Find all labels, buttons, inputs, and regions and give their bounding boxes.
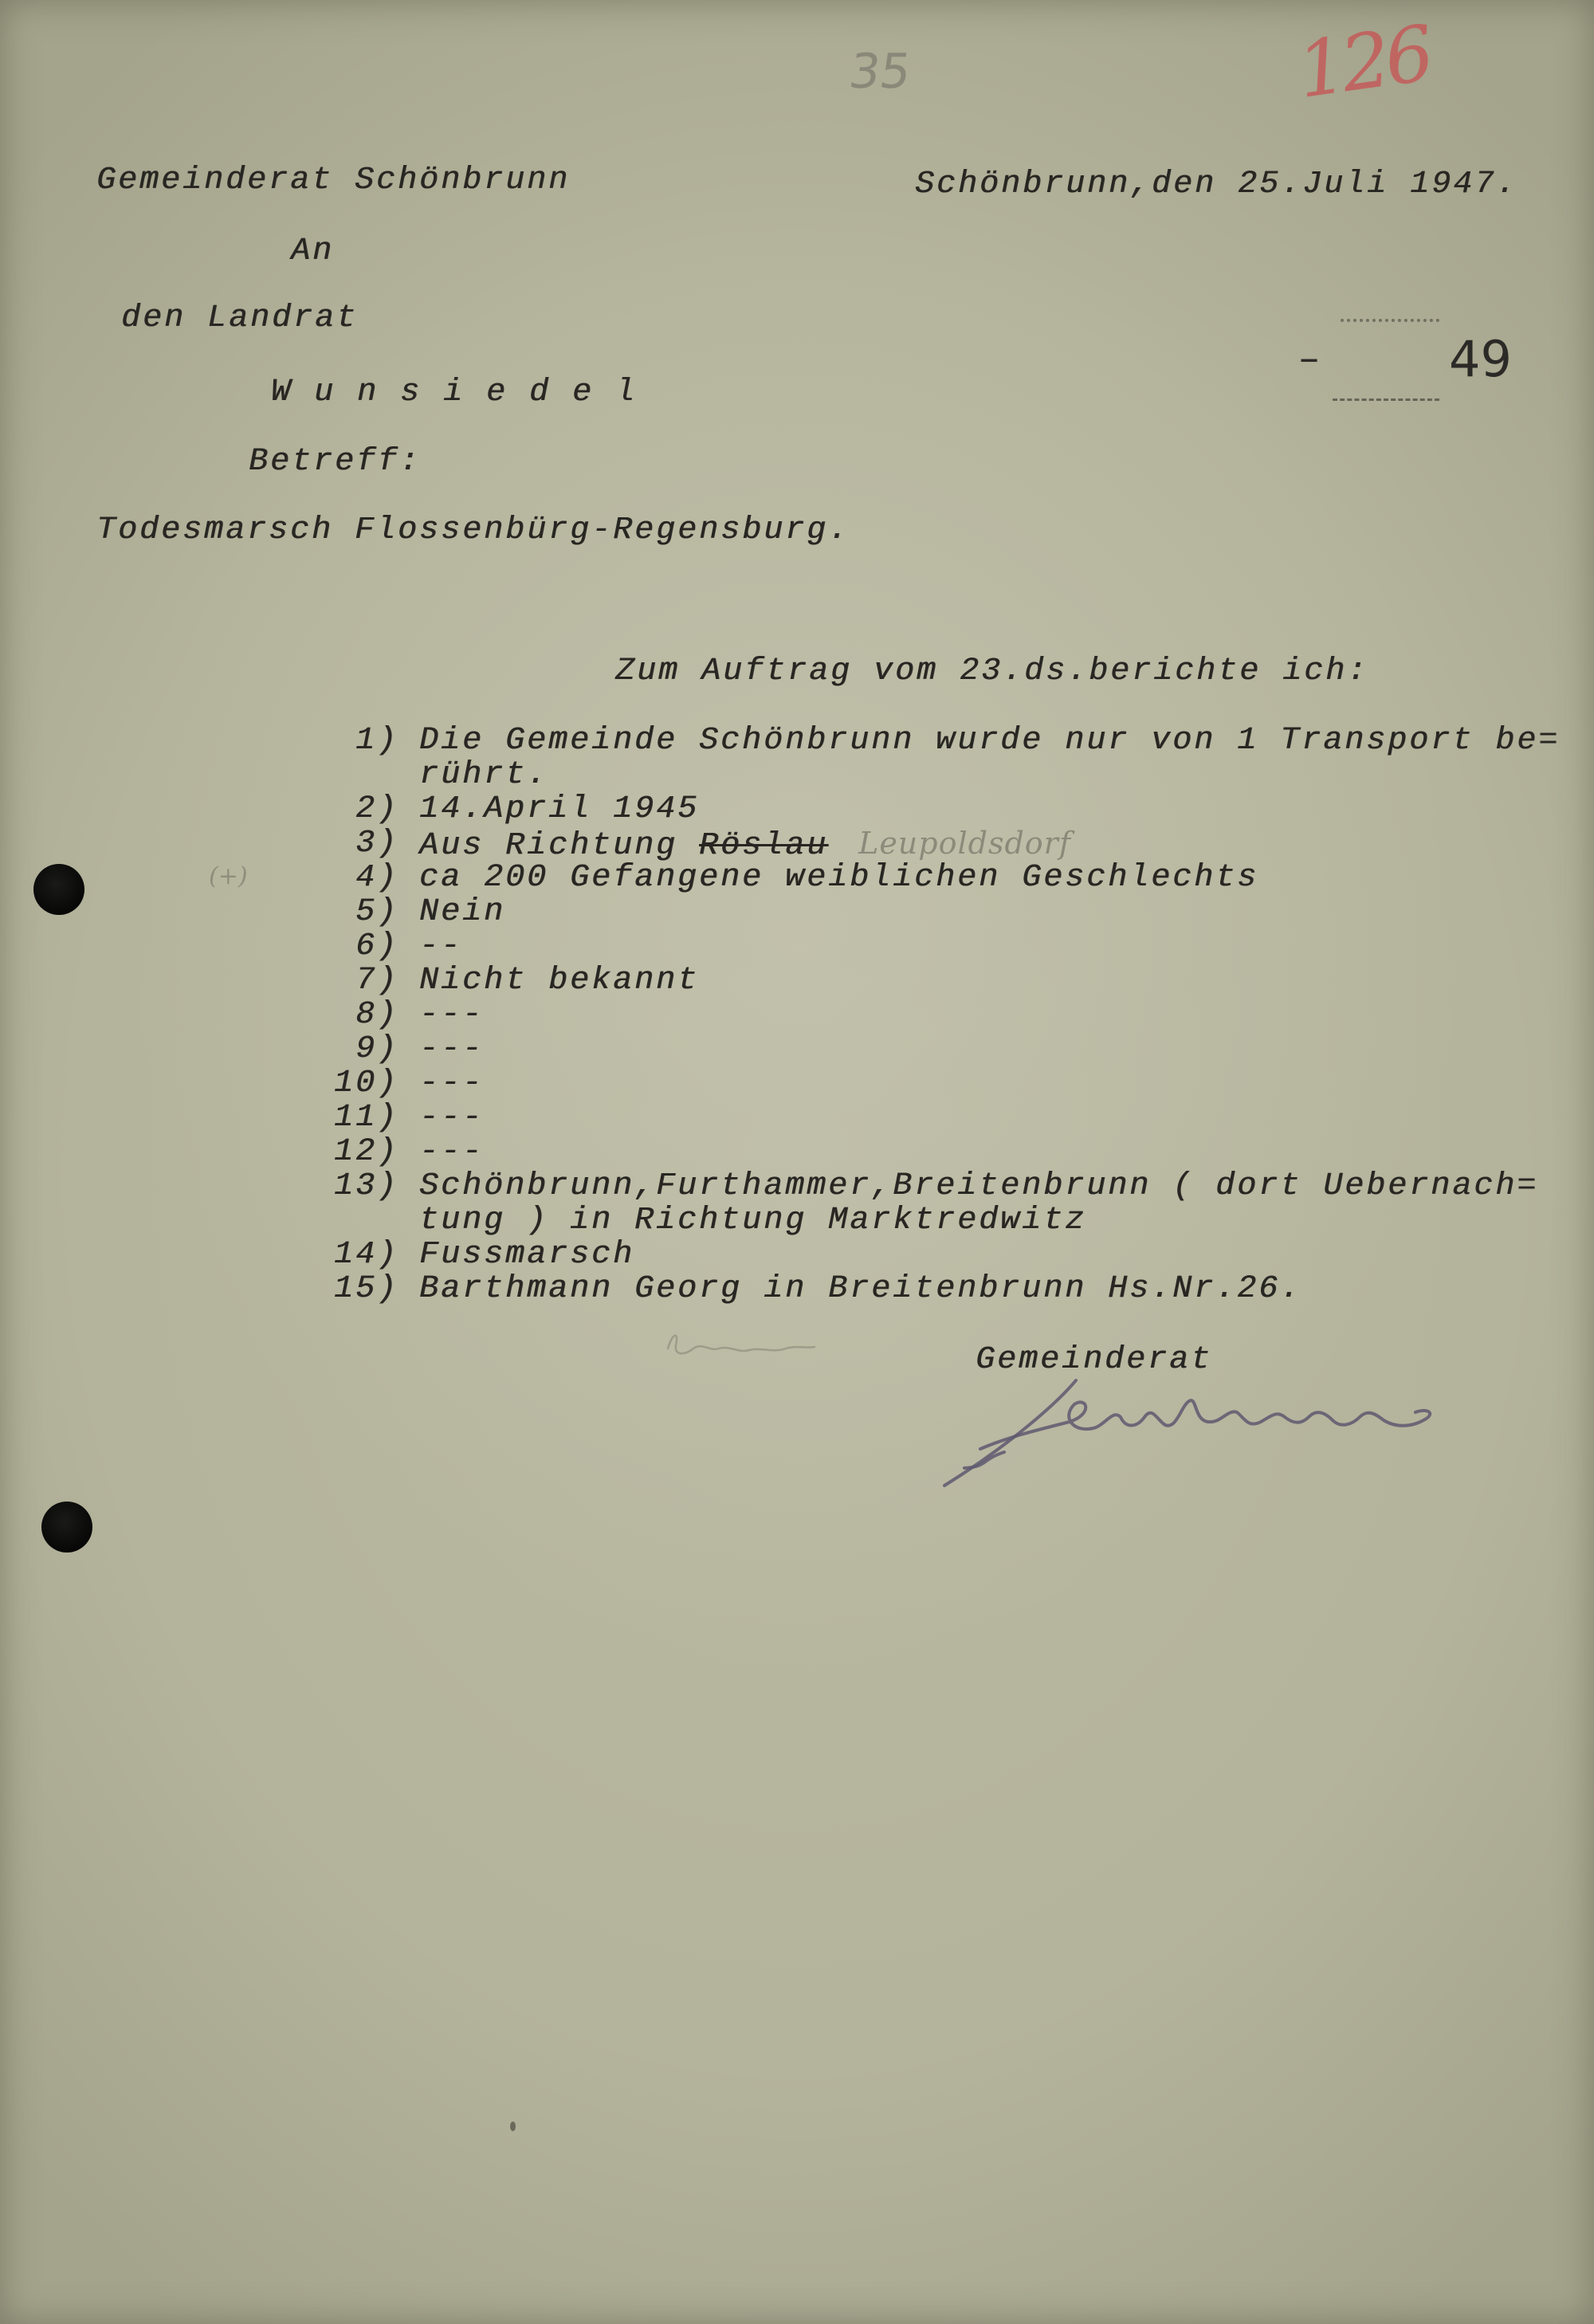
item-number: 1) [355, 723, 398, 759]
signature [932, 1372, 1451, 1500]
list-item [0, 1066, 1594, 1101]
list-item [0, 929, 1594, 964]
item-number: 11) [333, 1100, 398, 1136]
subject-text: Todesmarsch Flossenbürg-Regensburg. [96, 512, 850, 548]
item-text: --- [419, 1031, 485, 1067]
item-number: 12) [333, 1134, 398, 1170]
item-text: Nein [419, 894, 506, 930]
stamp-number: 49 [1449, 330, 1512, 388]
intro-line: Zum Auftrag vom 23.ds.berichte ich: [615, 654, 1369, 689]
item-number: 7) [355, 963, 398, 999]
subject-label: Betreff: [249, 444, 422, 480]
list-item [0, 861, 1594, 895]
item-text: --- [419, 1066, 485, 1101]
recipient-city: W u n s i e d e l [271, 375, 638, 410]
item-text: Barthmann Georg in Breitenbrunn Hs.Nr.26. [419, 1271, 1302, 1307]
handwritten-margin-note: (+) [209, 862, 248, 890]
punch-hole [33, 864, 84, 915]
item-text: Aus Richtung [419, 828, 678, 864]
stamp-dotted-line [1341, 319, 1439, 322]
list-item [0, 998, 1594, 1032]
item-text-group [419, 826, 1071, 863]
stamp-dashed-line [1333, 398, 1439, 401]
item-text: ca 200 Gefangene weiblichen Geschlechts [419, 860, 1259, 896]
item-text: Fussmarsch [419, 1237, 635, 1273]
item-number: 4) [355, 860, 398, 896]
item-text: -- [419, 928, 463, 964]
item-text: Nicht bekannt [419, 963, 700, 999]
closing-signatory: Gemeinderat [976, 1342, 1213, 1378]
item-number: 9) [355, 1031, 398, 1067]
struck-out-word: Röslau [699, 828, 829, 864]
list-item [0, 895, 1594, 929]
item-text: rührt. [419, 757, 549, 793]
list-item [0, 1169, 1594, 1203]
item-text: tung ) in Richtung Marktredwitz [419, 1203, 1087, 1239]
report-list [0, 724, 1594, 1306]
list-item [0, 1272, 1594, 1306]
item-text: Schönbrunn,Furthammer,Breitenbrunn ( dort Uebernach= [419, 1168, 1539, 1204]
sender: Gemeinderat Schönbrunn [96, 163, 571, 198]
item-number: 5) [355, 894, 398, 930]
pencil-page-number: 35 [846, 44, 915, 100]
item-number: 6) [355, 928, 398, 964]
item-number: 2) [355, 791, 398, 827]
recipient-name: den Landrat [121, 300, 359, 336]
pencil-scribble [662, 1325, 821, 1369]
punch-hole [41, 1502, 92, 1553]
item-number: 10) [333, 1066, 398, 1101]
item-number: 3) [355, 826, 398, 862]
item-number: 14) [333, 1237, 398, 1273]
item-number: 8) [355, 997, 398, 1033]
recipient-to: An [291, 234, 335, 269]
list-item [0, 792, 1594, 826]
list-item [0, 964, 1594, 998]
handwritten-correction: Leupoldsdorf [858, 826, 1071, 861]
list-item-continuation [0, 1203, 1594, 1238]
item-text: 14.April 1945 [419, 791, 700, 827]
item-text: --- [419, 997, 485, 1033]
list-item [0, 1032, 1594, 1066]
ink-speck [510, 2122, 516, 2131]
list-item-continuation [0, 758, 1594, 792]
list-item [0, 724, 1594, 758]
item-text: Die Gemeinde Schönbrunn wurde nur von 1 Transport be= [419, 723, 1561, 759]
list-item [0, 826, 1594, 864]
list-item [0, 1135, 1594, 1169]
item-text: --- [419, 1134, 485, 1170]
item-number: 15) [333, 1271, 398, 1307]
stamp-dash: – [1299, 335, 1319, 381]
item-number: 13) [333, 1168, 398, 1204]
place-date: Schönbrunn,den 25.Juli 1947. [915, 167, 1518, 202]
item-text: --- [419, 1100, 485, 1136]
list-item [0, 1101, 1594, 1135]
list-item [0, 1238, 1594, 1272]
red-archive-number: 126 [1292, 9, 1435, 116]
